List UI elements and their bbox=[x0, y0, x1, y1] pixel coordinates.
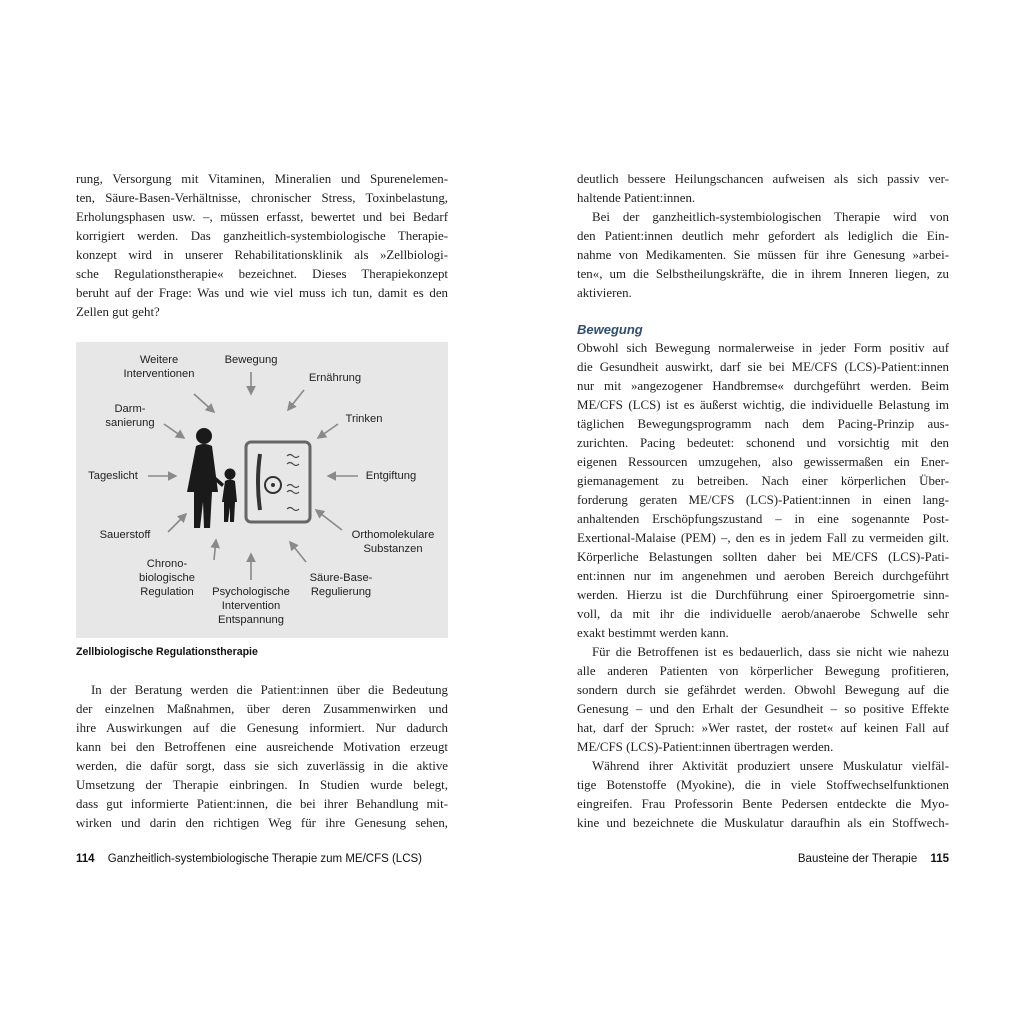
label-tageslicht: Tageslicht bbox=[88, 470, 138, 482]
label-trinken: Trinken bbox=[345, 413, 383, 425]
running-title: Bausteine der Therapie bbox=[797, 853, 918, 865]
text-line: kann bei den Betroffenen eine ausreichende Motivation erzeugt bbox=[76, 740, 448, 754]
text-line: Exertional-Malaise (PEM) –, den es in jedem Fall zu vermeiden gilt. bbox=[577, 531, 949, 545]
left-page-body bbox=[76, 681, 448, 833]
text-line: der einzelnen Maßnahmen, über deren Zusammenwirken und bbox=[76, 702, 448, 716]
text-line: ME/CFS (LCS)-Patient:innen übertragen werden. bbox=[577, 740, 834, 754]
figure-regulation-therapy bbox=[76, 342, 448, 638]
text-line: tige Botenstoffe (Myokine), die in viele Stoffwechselfunktionen bbox=[577, 778, 949, 792]
text-line: korrigiert werden. Das ganzheitlich-systembiologische Therapie- bbox=[76, 229, 448, 243]
page-number: 115 bbox=[930, 853, 949, 865]
label-weitere-interventionen: Weitere Interventionen bbox=[123, 354, 195, 380]
right-page-text bbox=[577, 170, 949, 833]
label-entgiftung: Entgiftung bbox=[365, 470, 417, 482]
right-footer bbox=[798, 853, 949, 865]
text-line: ihre Auswirkungen auf die Genesung informiert. Nur dadurch bbox=[76, 721, 448, 735]
text-line: werden. Hierzu ist die Durchführung einer Spiroergometrie sinn- bbox=[577, 588, 949, 602]
text-line: voll, da mit ihr die individuelle aerob/anaerobe Schwelle sehr bbox=[577, 607, 949, 621]
text-line: Für die Betroffenen ist es bedauerlich, dass sie nicht wie nahezu bbox=[592, 645, 949, 659]
text-line: rung, Versorgung mit Vitaminen, Mineralien und Spurenelemen- bbox=[76, 172, 448, 186]
text-line: eingreifen. Frau Professorin Bente Pedersen entdeckte die Myo- bbox=[577, 797, 949, 811]
figure-caption: Zellbiologische Regulationstherapie bbox=[76, 646, 258, 658]
text-line: beruht auf der Frage: Was und wie viel muss ich tun, damit es den bbox=[76, 286, 448, 300]
page-number: 114 bbox=[76, 853, 95, 865]
text-line: nahme von Medikamenten. Sie müssen für ihre Genesung »arbei- bbox=[577, 248, 949, 262]
text-line: forderung geraten ME/CFS (LCS)-Patient:innen in einen lang- bbox=[577, 493, 949, 507]
text-line: kine und bezeichnete die Muskulatur daraufhin als ein Stoffwech- bbox=[577, 816, 949, 830]
text-line: giemanagement zu betreiben. Nach einer körperlichen Über- bbox=[577, 474, 949, 488]
label-bewegung: Bewegung bbox=[224, 354, 278, 366]
label-chronobiologische-regulation: Chrono- biologische Regulation bbox=[139, 558, 195, 598]
label-saeure-base-regulierung: Säure-Base- Regulierung bbox=[309, 572, 373, 598]
text-line: nur mit »angezogener Handbremse« durchgeführt werden. Beim bbox=[577, 379, 949, 393]
text-line: wirken und darin den richtigen Weg für ihre Genesung sehen, bbox=[76, 816, 448, 830]
text-line: sondern durch sie gefährdet werden. Obwohl Bewegung auf die bbox=[577, 683, 949, 697]
text-line: die Gesundheit auswirkt, darf sie bei ME/CFS (LCS)-Patient:innen bbox=[577, 360, 949, 374]
text-line: Körperliche Belastungen sollten daher bei ME/CFS (LCS)-Pati- bbox=[577, 550, 949, 564]
text-line: ent:innen nur im angenehmen und aeroben Bereich durchgeführt bbox=[577, 569, 949, 583]
text-line: anhaltenden Erschöpfungszustand – in eine sogenannte Post- bbox=[577, 512, 949, 526]
text-line: aktivieren. bbox=[577, 286, 632, 300]
text-line: Zellen gut geht? bbox=[76, 305, 160, 319]
person-silhouette-icon bbox=[187, 428, 237, 528]
text-line: hat, darf der Spruch: »Wer rastet, der rostet« auf keinen Fall auf bbox=[577, 721, 949, 735]
text-line: zurichten. Pacing bedeutet: schonend und vorsichtig mit den bbox=[577, 436, 949, 450]
label-sauerstoff: Sauerstoff bbox=[99, 529, 151, 541]
intro-paragraph bbox=[76, 170, 448, 322]
text-line: ME/CFS (LCS) ist es äußerst wichtig, die individuelle Belastung im bbox=[577, 398, 949, 412]
text-line: alle anderen Patienten von körperlicher Bewegung profitieren, bbox=[577, 664, 949, 678]
text-line: haltende Patient:innen. bbox=[577, 191, 696, 205]
section-heading: Bewegung bbox=[577, 322, 643, 337]
text-line: Bei der ganzheitlich-systembiologischen Therapie wird von bbox=[592, 210, 949, 224]
text-line: ten«, um die Selbstheilungskräfte, die in ihrem Inneren liegen, zu bbox=[577, 267, 949, 281]
label-psychologische-intervention: Psychologische Intervention Entspannung bbox=[212, 586, 290, 626]
text-line: Genesung – und den Erhalt der Gesundheit – so positive Effekte bbox=[577, 702, 949, 716]
left-page-intro bbox=[76, 170, 448, 322]
text-line: exakt bestimmt werden kann. bbox=[577, 626, 729, 640]
text-line: täglichen Bewegungsprogramm nach dem Pacing-Prinzip aus- bbox=[577, 417, 949, 431]
text-line: werden, die dafür sorgt, dass sie sich zuverlässig in die aktive bbox=[76, 759, 448, 773]
text-line: Erholungsphasen usw. –, müssen erfasst, bewertet und bei Bedarf bbox=[76, 210, 448, 224]
cell-box-icon bbox=[246, 442, 310, 522]
text-line: eigenen Ressourcen umzugehen, also gewissermaßen ein Ener- bbox=[577, 455, 949, 469]
text-line: sche Regulationstherapie« bezeichnet. Dieses Therapiekonzept bbox=[76, 267, 448, 281]
left-footer bbox=[76, 853, 422, 865]
text-line: dass gut informierte Patient:innen, die bei ihrer Behandlung mit- bbox=[76, 797, 448, 811]
text-line: Umsetzung der Therapie einbringen. In Studien wurde belegt, bbox=[76, 778, 448, 792]
text-line: Obwohl sich Bewegung normalerweise in jeder Form positiv auf bbox=[577, 341, 949, 355]
text-line: Während ihrer Aktivität produziert unsere Muskulatur vielfäl- bbox=[592, 759, 949, 773]
text-line: In der Beratung werden die Patient:innen über die Bedeutung bbox=[91, 683, 448, 697]
label-ernaehrung: Ernährung bbox=[308, 372, 362, 384]
text-line: konzept wird in unserer Rehabilitationsklinik als »Zellbiologi- bbox=[76, 248, 448, 262]
running-title: Ganzheitlich-systembiologische Therapie zum ME/CFS (LCS) bbox=[107, 853, 422, 865]
text-line: den Patient:innen deutlich mehr gefordert als lediglich die Ein- bbox=[577, 229, 949, 243]
label-darmsanierung: Darm- sanierung bbox=[105, 403, 155, 429]
text-line: deutlich bessere Heilungschancen aufweisen als sich passiv ver- bbox=[577, 172, 949, 186]
label-orthomolekulare-substanzen: Orthomolekulare Substanzen bbox=[351, 529, 435, 555]
arrows bbox=[148, 372, 358, 580]
text-line: ten, Säure-Basen-Verhältnisse, chronischer Stress, Toxinbelastung, bbox=[76, 191, 448, 205]
